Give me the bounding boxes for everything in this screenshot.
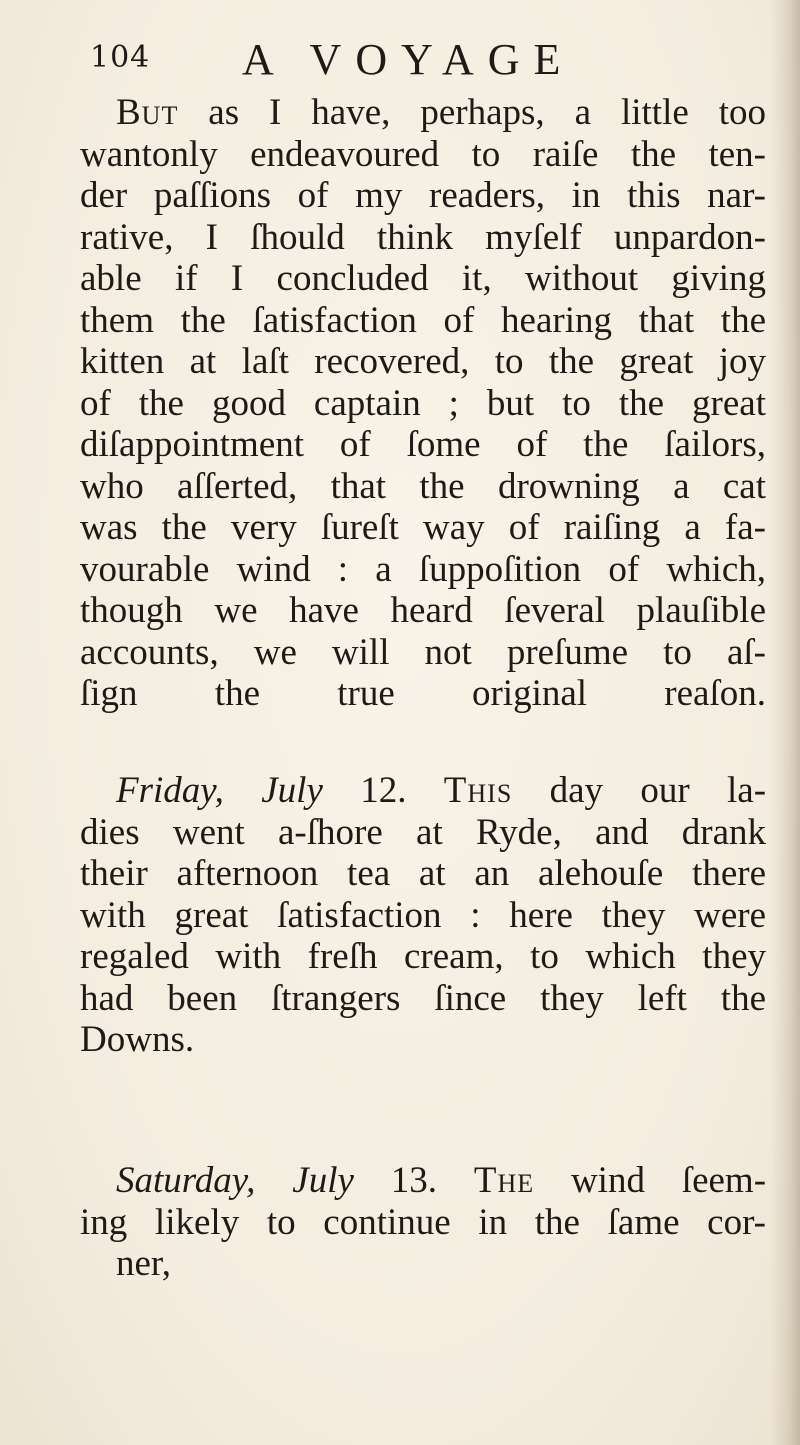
page-number: 104 [90, 40, 151, 75]
text-line: their afternoon tea at an alehouſe there [80, 853, 766, 894]
text-line: rative, I ſhould think myſelf unpardon- [80, 216, 766, 258]
date-month: July [292, 1160, 354, 1201]
paragraph-3 [80, 1160, 767, 1285]
date-day: Friday, [116, 770, 224, 811]
text-line: ing likely to continue in the ſame cor- [80, 1201, 766, 1243]
text-line: But as I have, perhaps, a little too [116, 92, 766, 133]
paragraph-1 [80, 92, 766, 715]
text-line: able if I concluded it, without giving [80, 258, 766, 299]
text-line: with great ſatisfaction : here they were [80, 894, 766, 936]
text-line: had been ſtrangers ſince they left the [80, 977, 766, 1019]
paragraph-lead: The [473, 1160, 535, 1201]
text-line: of the good captain ; but to the great [80, 382, 766, 424]
text-line: Saturday, July 13. The wind ſeem- [116, 1160, 767, 1201]
page-header [90, 34, 750, 84]
date-number: 12. [360, 770, 407, 811]
text-line: was the very ſureſt way of raiſing a fa- [80, 507, 766, 548]
text-line: ſign the true original reaſon. [80, 673, 766, 714]
paragraph-lead: This [443, 770, 513, 811]
date-day: Saturday, [116, 1160, 256, 1201]
text-line: Friday, July 12. This day our la- [116, 770, 767, 811]
text-line: regaled with freſh cream, to which they [80, 936, 766, 977]
running-head: A VOYAGE [242, 35, 575, 84]
text-line: though we have heard ſeveral plauſible [80, 590, 766, 631]
text-line: accounts, we will not preſume to aſ- [80, 631, 766, 673]
text-line: who aſſerted, that the drowning a cat [80, 465, 766, 507]
text-line: them the ſatisfaction of hearing that the [80, 299, 766, 341]
catchword: ner, [116, 1243, 172, 1284]
text-line: vourable wind : a ſuppoſition of which, [80, 548, 766, 590]
text-line: dies went a-ſhore at Ryde, and drank [80, 811, 766, 853]
date-number: 13. [390, 1160, 437, 1201]
text-line: der paſſions of my readers, in this nar- [80, 175, 766, 216]
paragraph-lead: But [116, 92, 179, 133]
text-line: kitten at laſt recovered, to the great joy [80, 341, 766, 382]
text-line: Downs. [80, 1019, 195, 1060]
text-line: diſappointment of ſome of the ſailors, [80, 424, 766, 465]
paragraph-2 [80, 770, 767, 1061]
date-month: July [261, 770, 323, 811]
text-line: wantonly endeavoured to raiſe the ten- [80, 133, 766, 175]
